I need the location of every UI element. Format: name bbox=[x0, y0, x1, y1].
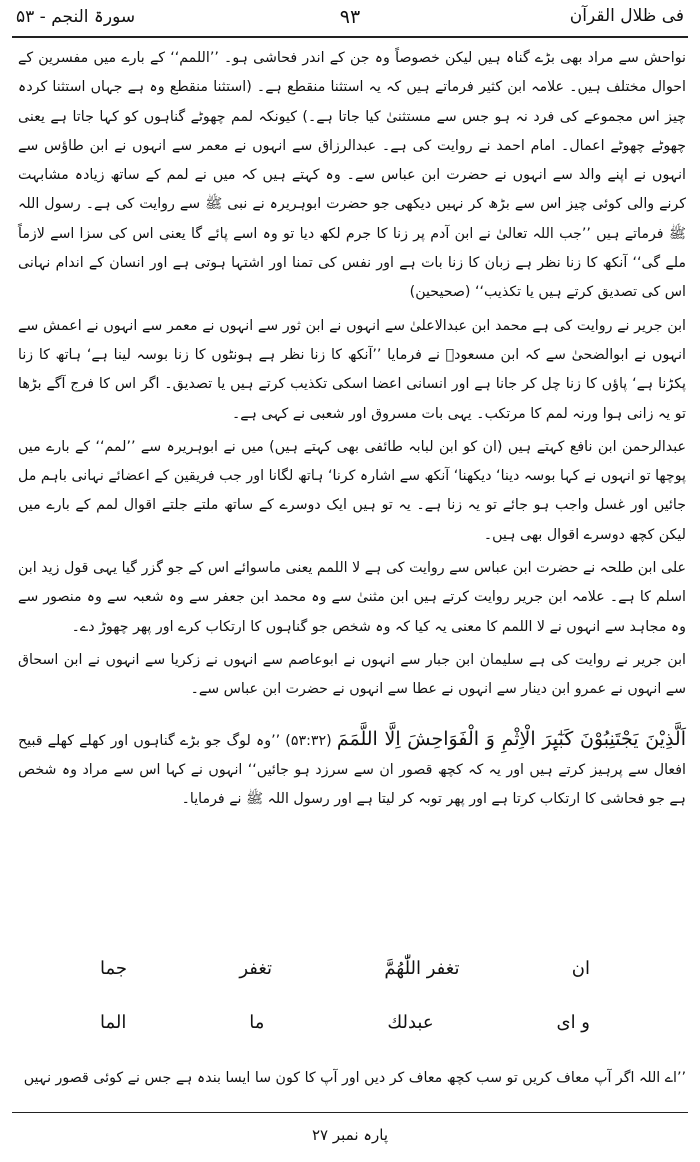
dua-word: الما bbox=[100, 1012, 127, 1033]
paragraph-ibn-jarir-2: ابن جریر نے روایت کی ہے سلیمان ابن جبار سے انہوں نے ابوعاصم سے انہوں نے زکریا سے انہوں نے ابن اسحاق سے انہوں نے عمرو ابن دینار سے انہوں نے عطا سے انہوں نے حضرت ابن عباس سے۔ bbox=[18, 651, 686, 698]
dua-word: ان bbox=[571, 958, 590, 979]
page-body bbox=[18, 44, 686, 814]
dua-word: جما bbox=[100, 958, 128, 979]
verse-reference: (۵۳:۳۲) bbox=[285, 732, 332, 749]
dua-word: تغفر اللّٰھُمَّ bbox=[384, 958, 460, 979]
dua-word: عبدلك bbox=[387, 1012, 434, 1033]
paragraph-ali-ibn-talha: علی ابن طلحہ نے حضرت ابن عباس سے روایت کی ہے لا اللمم یعنی ماسوائے اس کے جو گزر گیا یہی قول زید ابن اسلم کا ہے۔ علامہ ابن جریر روایت کرتے ہیں ابن مثنیٰ سے وہ محمد ابن جعفر سے وہ شعبہ سے وہ منصور سے وہ مجاہد سے انہوں نے لا اللمم کا معنی یہ کیا کہ وہ شخص جو گناہوں کا ارتکاب کرے اور پھر چھوڑ دے۔ bbox=[18, 560, 686, 635]
paragraph-fawahish: نواحش سے مراد بھی بڑے گناہ ہیں لیکن خصوصاً وہ جن کے اندر فحاشی ہو۔ ’’اللمم‘‘ کے بارے میں مفسرین کے احوال مختلف ہیں۔ علامہ ابن کثیر فرماتے ہیں کہ یہ استثنا منقطع ہے۔ (استثنا منقطع وہ ہے جہاں استثنا کردہ چیز اس مجموعے کی فرد نہ ہو جس سے مستثنیٰ کیا جاتا ہے۔) کیونکہ لمم چھوٹے گناہوں کو کہا جاتا ہے یعنی چھوٹے چھوٹے اعمال۔ امام احمد نے روایت کی ہے۔ عبدالرزاق سے انہوں نے معمر سے انہوں نے ابن طاؤس سے انہوں نے اپنے والد سے انہوں نے حضرت ابن عباس سے۔ وہ کہتے ہیں کہ میں نے لمم کے ساتھ زیادہ مشابہت کرنے والی کوئی چیز اس سے بڑھ کر نہیں دیکھی جو حضرت ابوہریرہ نے نبی ﷺ سے روایت کی ہے۔ رسول اللہ ﷺ فرماتے ہیں ’’جب اللہ تعالیٰ نے ابن آدم پر زنا کا جرم لکھ دیا تو وہ اسے پائے گا یعنی اس کی سزا اسے لازماً ملے گی‘‘ آنکھ کا زنا نظر ہے زبان کا زنا بات ہے اور نفس کی تمنا اور اشتہا ہوتی ہے اور انسان کے اندام نہانی اس کی تصدیق کرتے ہیں یا تکذیب‘‘ (صحیحین) bbox=[18, 50, 686, 301]
dua-row-1 bbox=[100, 958, 590, 979]
dua-word: و ای bbox=[556, 1012, 590, 1033]
dua-word: تغفر bbox=[239, 958, 273, 979]
verse-block bbox=[18, 725, 686, 815]
verse-translation: ’’وہ لوگ جو بڑے گناہوں اور کھلے کھلے قبیح افعال سے پرہیز کرتے ہیں اور یہ کہ کچھ قصور ان سے سرزد ہو جائیں‘‘ انہوں نے کہا اس سے مراد وہ شخص ہے جو فحاشی کا ارتکاب کرتا ہے اور پھر توبہ کر لیتا ہے اور رسول اللہ ﷺ نے فرمایا۔ bbox=[18, 732, 686, 808]
page-header bbox=[12, 4, 688, 34]
dua-translation: ’’اے اللہ اگر آپ معاف کریں تو سب کچھ معاف کر دیں اور آپ کا کون سا ایسا بندہ ہے جس نے کوئی قصور نہیں bbox=[23, 1070, 686, 1086]
dua-row-2 bbox=[100, 1012, 590, 1033]
header-rule bbox=[12, 36, 688, 38]
dua-word: ما bbox=[249, 1012, 265, 1033]
paragraph-abdur-rahman: عبدالرحمن ابن نافع کہتے ہیں (ان کو ابن لبابہ طائفی بھی کہتے ہیں) میں نے ابوہریرہ سے ’’لمم‘‘ کے بارے میں پوچھا تو انہوں نے کہا بوسہ دینا‘ دیکھنا‘ آنکھ سے اشارہ کرنا‘ ہاتھ لگانا اور جب فریقین کے اعضائے نہانی باہم مل جائیں اور غسل واجب ہو جائے تو یہ زنا ہے۔ یہ تو ہیں ایک دوسرے کے ساتھ ملتے جلتے اقوال لمم کے بارے میں لیکن کچھ دوسرے اقوال بھی ہیں۔ bbox=[18, 438, 686, 543]
surah-label: سورۃ النجم - ۵۳ bbox=[16, 7, 136, 27]
page-number: ۹۳ bbox=[339, 6, 361, 28]
book-title: فی ظلال القرآن bbox=[569, 6, 684, 26]
verse-arabic: اَلَّذِیْنَ یَجْتَنِبُوْنَ كَبٰٓىِٕرَ الْاِثْمِ وَ الْفَوَاحِشَ اِلَّا اللَّمَمَ bbox=[336, 727, 686, 750]
paragraph-ibn-jarir-1: ابن جریر نے روایت کی ہے محمد ابن عبدالاعلیٰ سے انہوں نے ابن ثور سے انہوں نے معمر سے انہوں نے اعمش سے انہوں نے ابوالضحیٰ سے کہ ابن مسعودؓ نے فرمایا ’’آنکھ کا زنا نظر ہے ہونٹوں کا زنا بوسہ لینا ہے‘ ہاتھ کا زنا پکڑنا ہے‘ پاؤں کا زنا چل کر جانا ہے اور انسانی اعضا اسکی تکذیب کرتے ہیں یا تصدیق۔ اگر اس کا فرج آگے بڑھا تو یہ زانی ہوا ورنہ لمم کا مرتکب۔ یہی بات مسروق اور شعبی نے کہی ہے۔ bbox=[18, 317, 686, 422]
para-number-footer: پارہ نمبر ۲۷ bbox=[311, 1126, 389, 1144]
footer-rule bbox=[12, 1112, 688, 1113]
